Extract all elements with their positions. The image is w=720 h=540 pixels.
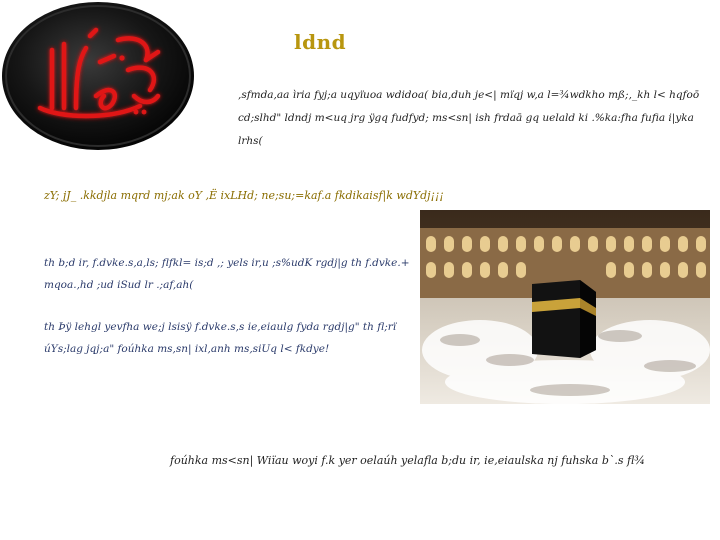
- body-paragraph-1: th b;d ir, f.dvke.s,a,ls; flfkl= is;d ,; yels ir,u ;s%udK rgdj|g th f.dvke.+ mqoa.,hd ;ud iSud lr .;af,ah(: [44, 257, 410, 291]
- page-title: ldnd: [294, 30, 347, 54]
- footer-paragraph: foúhka ms<sn| Wiïau woyi f.k yer oelaúh yelafla b;du ir, ie,eiaulska nj fuhska b`.s fl¾: [170, 454, 646, 467]
- kaaba-photo: [420, 210, 710, 404]
- allahu-akbar-medallion-icon: [0, 0, 204, 152]
- intro-paragraph: ,sfmda,aa ìria fyj;a uqyïuoa wdidoa( bia,duh je<| mïqj w,a l=¾wdkho mß;,_kh l< hqfoō cd;slhd" ldndj m<uq jrg ÿgq fudfyd; ms<sn| ish frdaā gq uelald ki .%ka:fha fufia i|yka lrhs(: [238, 89, 700, 147]
- calligraphy-medallion: [0, 0, 204, 152]
- highlight-paragraph: zY; jJ_ .kkdjla mqrd mj;ak oY ,Ë ixLHd; ne;su;=kaf.a fkdikaisf|k wdYdj¡¡¡: [44, 189, 444, 202]
- body-paragraph-2: th Þÿ lehgl yevfha we;j lsisÿ f.dvke.s,s ie,eiaulg fyda rgdj|g" th fl;rï úYs;lag jqj;a" foúhka ms,sn| ixl,anh ms,siUq l< fkdye!: [44, 321, 397, 355]
- kaaba-photo-illustration: [420, 210, 710, 404]
